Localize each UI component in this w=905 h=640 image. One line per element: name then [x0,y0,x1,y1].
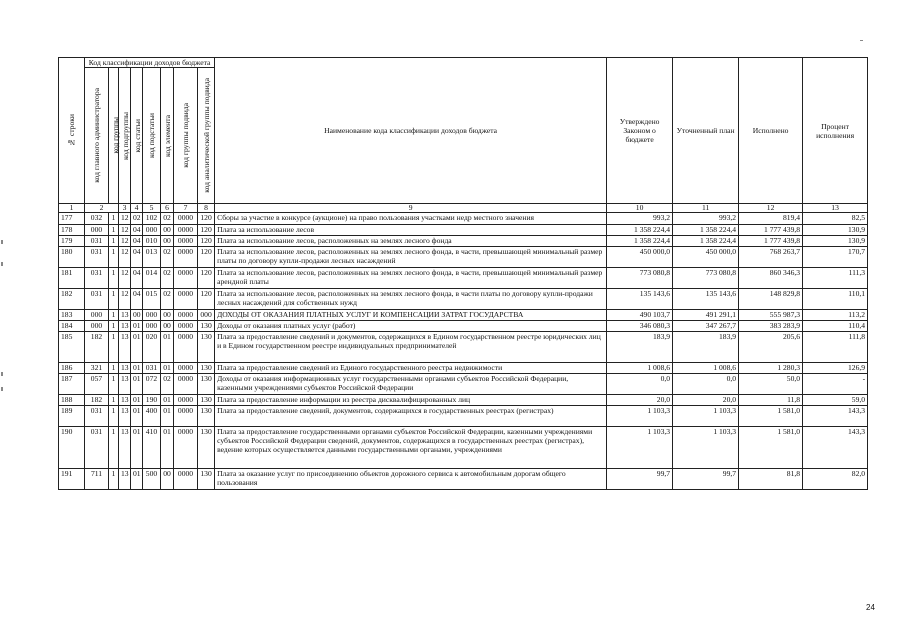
refined-cell: 491 291,1 [673,310,739,321]
row-number-cell: 190 [59,427,85,469]
table-row [59,310,868,321]
name-cell: ДОХОДЫ ОТ ОКАЗАНИЯ ПЛАТНЫХ УСЛУГ И КОМПЕНСАЦИИ ЗАТРАТ ГОСУДАРСТВА [215,310,607,321]
approved-cell: 1 103,3 [607,406,673,427]
code-cell: 01 [131,374,143,395]
refined-cell: 0,0 [673,374,739,395]
header-subtype-group-code: код группы подвида [174,68,198,204]
col-number: 13 [803,204,868,213]
header-subarticle-code: код подстатьи [143,68,161,204]
refined-cell: 1 103,3 [673,406,739,427]
code-cell: 0000 [174,236,198,247]
code-cell: 00 [131,310,143,321]
refined-cell: 347 267,7 [673,321,739,332]
header-code-group: Код классификации доходов бюджета [85,58,215,68]
code-cell: 01 [131,469,143,490]
scan-mark [1,262,3,266]
name-cell: Плата за использование лесов, расположенных на землях лесного фонда, в части, превышающей минимальный размер платы по договору купли-продажи лесных насаждений [215,247,607,268]
code-cell: 12 [119,236,131,247]
percent-cell: 82,0 [803,469,868,490]
code-cell: 031 [85,247,109,268]
code-cell: 01 [161,395,174,406]
code-cell: 000 [143,321,161,332]
col-number: 10 [607,204,673,213]
code-cell: 12 [119,268,131,289]
code-cell: 0000 [174,427,198,469]
name-cell: Плата за предоставление государственными органами субъектов Российской Федерации, казенными учреждениями субъектов Российской Федерации сведений, документов, содержащихся в государственных реестрах (регистрах), ведение которых осуществляется данными государственными органами, учреждениями [215,427,607,469]
code-cell: 02 [131,213,143,225]
code-cell: 1 [109,213,119,225]
code-cell: 0000 [174,225,198,236]
code-cell: 01 [161,332,174,363]
code-cell: 072 [143,374,161,395]
col-number: 9 [215,204,607,213]
table-row [59,321,868,332]
code-cell: 01 [131,406,143,427]
code-cell: 120 [198,289,215,310]
approved-cell: 1 358 224,4 [607,225,673,236]
code-cell: 120 [198,247,215,268]
code-cell: 000 [85,225,109,236]
code-cell: 12 [119,213,131,225]
row-number-cell: 186 [59,363,85,374]
code-cell: 014 [143,268,161,289]
executed-cell: 1 581,0 [739,427,803,469]
header-percent: Процент исполнения [803,58,868,204]
executed-cell: 81,8 [739,469,803,490]
percent-cell: 113,2 [803,310,868,321]
code-cell: 1 [109,469,119,490]
code-cell: 031 [85,236,109,247]
code-cell: 01 [161,363,174,374]
approved-cell: 993,2 [607,213,673,225]
header-row-number: № строки [59,58,85,204]
code-cell: 182 [85,395,109,406]
code-cell: 1 [109,310,119,321]
approved-cell: 99,7 [607,469,673,490]
code-cell: 0000 [174,321,198,332]
code-cell: 00 [161,236,174,247]
refined-cell: 99,7 [673,469,739,490]
percent-cell: 143,3 [803,427,868,469]
table-row [59,395,868,406]
percent-cell: 111,8 [803,332,868,363]
code-cell: 130 [198,406,215,427]
code-cell: 01 [131,395,143,406]
code-cell: 04 [131,268,143,289]
row-number-cell: 185 [59,332,85,363]
code-cell: 120 [198,225,215,236]
percent-cell: 82,5 [803,213,868,225]
code-cell: 13 [119,427,131,469]
refined-cell: 183,9 [673,332,739,363]
row-number-cell: 177 [59,213,85,225]
code-cell: 120 [198,268,215,289]
code-cell: 013 [143,247,161,268]
table-row [59,363,868,374]
name-cell: Плата за использование лесов [215,225,607,236]
code-cell: 02 [161,268,174,289]
code-cell: 01 [131,332,143,363]
table-row [59,427,868,469]
code-cell: 1 [109,374,119,395]
row-number-cell: 183 [59,310,85,321]
header-executed: Исполнено [739,58,803,204]
code-cell: 01 [161,427,174,469]
page-number: 24 [866,603,875,612]
code-cell: 130 [198,395,215,406]
executed-cell: 819,4 [739,213,803,225]
code-cell: 13 [119,406,131,427]
name-cell: Плата за использование лесов, расположенных на землях лесного фонда [215,236,607,247]
refined-cell: 1 103,3 [673,427,739,469]
col-number: 12 [739,204,803,213]
refined-cell: 773 080,8 [673,268,739,289]
approved-cell: 1 008,6 [607,363,673,374]
code-cell: 410 [143,427,161,469]
table-row [59,289,868,310]
refined-cell: 1 008,6 [673,363,739,374]
col-number: 7 [174,204,198,213]
approved-cell: 0,0 [607,374,673,395]
code-cell: 015 [143,289,161,310]
code-cell: 0000 [174,289,198,310]
code-cell: 0000 [174,332,198,363]
col-number: 6 [161,204,174,213]
code-cell: 1 [109,321,119,332]
header-group-code: код группы [109,68,119,204]
header-refined: Уточненный план [673,58,739,204]
col-number: 2 [85,204,119,213]
code-cell: 00 [161,469,174,490]
row-number-cell: 178 [59,225,85,236]
code-cell: 01 [161,406,174,427]
refined-cell: 20,0 [673,395,739,406]
header-admin-code: код главного администратора [85,68,109,204]
executed-cell: 50,0 [739,374,803,395]
code-cell: 02 [161,247,174,268]
code-cell: 000 [198,310,215,321]
approved-cell: 346 080,3 [607,321,673,332]
code-cell: 031 [85,289,109,310]
executed-cell: 148 829,8 [739,289,803,310]
table-row [59,236,868,247]
code-cell: 1 [109,406,119,427]
header-approved: Утверждено Законом о бюджете [607,58,673,204]
row-number-cell: 188 [59,395,85,406]
percent-cell: 110,4 [803,321,868,332]
code-cell: 1 [109,247,119,268]
code-cell: 02 [161,289,174,310]
percent-cell: 59,0 [803,395,868,406]
executed-cell: 1 777 439,8 [739,225,803,236]
code-cell: 031 [143,363,161,374]
name-cell: Плата за предоставление сведений и документов, содержащихся в Едином государственном реестре юридических лиц и в Едином государственном реестре индивидуальных предпринимателей [215,332,607,363]
col-number: 8 [198,204,215,213]
header-article-code: код статьи [131,68,143,204]
refined-cell: 135 143,6 [673,289,739,310]
code-cell: 04 [131,289,143,310]
row-number-cell: 191 [59,469,85,490]
code-cell: 000 [85,321,109,332]
code-cell: 0000 [174,247,198,268]
code-cell: 02 [161,213,174,225]
table-row [59,374,868,395]
code-cell: 130 [198,363,215,374]
code-cell: 120 [198,213,215,225]
code-cell: 0000 [174,268,198,289]
code-cell: 120 [198,236,215,247]
name-cell: Плата за предоставление информации из реестра дисквалифицированных лиц [215,395,607,406]
approved-cell: 135 143,6 [607,289,673,310]
code-cell: 00 [161,310,174,321]
code-cell: 0000 [174,406,198,427]
row-number-cell: 180 [59,247,85,268]
code-cell: 130 [198,469,215,490]
scan-mark [1,387,3,391]
code-cell: 01 [131,321,143,332]
refined-cell: 993,2 [673,213,739,225]
code-cell: 01 [131,363,143,374]
table-row [59,247,868,268]
scan-mark [1,240,3,244]
executed-cell: 555 987,3 [739,310,803,321]
code-cell: 12 [119,225,131,236]
percent-cell: 130,9 [803,236,868,247]
code-cell: 1 [109,225,119,236]
code-cell: 000 [143,310,161,321]
name-cell: Плата за использование лесов, расположенных на землях лесного фонда, в части, превышающей минимальный размер арендной платы [215,268,607,289]
code-cell: 13 [119,363,131,374]
approved-cell: 490 103,7 [607,310,673,321]
table-row [59,469,868,490]
header-name: Наименование кода классификации доходов бюджета [215,58,607,204]
code-cell: 13 [119,469,131,490]
code-cell: 13 [119,395,131,406]
approved-cell: 1 358 224,4 [607,236,673,247]
code-cell: 1 [109,332,119,363]
percent-cell: 170,7 [803,247,868,268]
table-body [59,213,868,490]
code-cell: 1 [109,268,119,289]
code-cell: 13 [119,321,131,332]
approved-cell: 20,0 [607,395,673,406]
row-number-cell: 181 [59,268,85,289]
percent-cell: - [803,374,868,395]
col-number: 1 [59,204,85,213]
refined-cell: 1 358 224,4 [673,225,739,236]
percent-cell: 110,1 [803,289,868,310]
executed-cell: 860 346,3 [739,268,803,289]
code-cell: 130 [198,374,215,395]
percent-cell: 143,3 [803,406,868,427]
code-cell: 190 [143,395,161,406]
code-cell: 321 [85,363,109,374]
code-cell: 020 [143,332,161,363]
code-cell: 04 [131,225,143,236]
scan-mark [860,40,863,41]
code-cell: 00 [161,225,174,236]
code-cell: 00 [161,321,174,332]
code-cell: 0000 [174,374,198,395]
code-cell: 0000 [174,395,198,406]
code-cell: 1 [109,363,119,374]
table-row [59,213,868,225]
budget-revenue-table [58,57,868,490]
row-number-cell: 189 [59,406,85,427]
code-cell: 010 [143,236,161,247]
code-cell: 1 [109,289,119,310]
code-cell: 0000 [174,363,198,374]
header-analytic-group-code: код аналитической группы подвида [198,68,215,204]
table-row [59,406,868,427]
approved-cell: 773 080,8 [607,268,673,289]
row-number-cell: 184 [59,321,85,332]
code-cell: 031 [85,406,109,427]
code-cell: 13 [119,332,131,363]
approved-cell: 450 000,0 [607,247,673,268]
code-cell: 711 [85,469,109,490]
row-number-cell: 179 [59,236,85,247]
row-number-cell: 182 [59,289,85,310]
code-cell: 12 [119,247,131,268]
code-cell: 13 [119,374,131,395]
percent-cell: 130,9 [803,225,868,236]
code-cell: 0000 [174,310,198,321]
name-cell: Плата за предоставление сведений из Единого государственного реестра недвижимости [215,363,607,374]
table-row [59,225,868,236]
refined-cell: 450 000,0 [673,247,739,268]
row-number-cell: 187 [59,374,85,395]
name-cell: Доходы от оказания информационных услуг государственными органами субъектов Российской Федерации, казенными учреждениями субъектов Российской Федерации [215,374,607,395]
header-element-code: код элемента [161,68,174,204]
table-row [59,332,868,363]
name-cell: Плата за предоставление сведений, документов, содержащихся в государственных реестрах (регистрах) [215,406,607,427]
code-cell: 1 [109,427,119,469]
code-cell: 182 [85,332,109,363]
code-cell: 12 [119,289,131,310]
code-cell: 400 [143,406,161,427]
executed-cell: 1 280,3 [739,363,803,374]
code-cell: 057 [85,374,109,395]
name-cell: Сборы за участие в конкурсе (аукционе) на право пользования участками недр местного значения [215,213,607,225]
col-number: 5 [143,204,161,213]
code-cell: 0000 [174,213,198,225]
code-cell: 1 [109,236,119,247]
executed-cell: 383 283,9 [739,321,803,332]
executed-cell: 205,6 [739,332,803,363]
col-number: 11 [673,204,739,213]
executed-cell: 1 777 439,8 [739,236,803,247]
approved-cell: 1 103,3 [607,427,673,469]
code-cell: 13 [119,310,131,321]
code-cell: 04 [131,236,143,247]
code-cell: 130 [198,321,215,332]
name-cell: Доходы от оказания платных услуг (работ) [215,321,607,332]
name-cell: Плата за оказание услуг по присоединению объектов дорожного сервиса к автомобильным дорогам общего пользования [215,469,607,490]
header-subgroup-code: код подгруппы [119,68,131,204]
code-cell: 000 [143,225,161,236]
code-cell: 102 [143,213,161,225]
col-number: 3 [119,204,131,213]
col-number: 4 [131,204,143,213]
code-cell: 500 [143,469,161,490]
code-cell: 130 [198,427,215,469]
scan-mark [1,372,3,376]
code-cell: 0000 [174,469,198,490]
code-cell: 01 [131,427,143,469]
code-cell: 02 [161,374,174,395]
code-cell: 04 [131,247,143,268]
executed-cell: 1 581,0 [739,406,803,427]
executed-cell: 768 263,7 [739,247,803,268]
executed-cell: 11,8 [739,395,803,406]
percent-cell: 126,9 [803,363,868,374]
code-cell: 130 [198,332,215,363]
percent-cell: 111,3 [803,268,868,289]
code-cell: 031 [85,427,109,469]
table-row [59,268,868,289]
code-cell: 031 [85,268,109,289]
column-numbers-row [59,204,868,213]
code-cell: 1 [109,395,119,406]
refined-cell: 1 358 224,4 [673,236,739,247]
name-cell: Плата за использование лесов, расположенных на землях лесного фонда, в части платы по договору купли-продажи лесных насаждений для собственных нужд [215,289,607,310]
code-cell: 032 [85,213,109,225]
approved-cell: 183,9 [607,332,673,363]
code-cell: 000 [85,310,109,321]
